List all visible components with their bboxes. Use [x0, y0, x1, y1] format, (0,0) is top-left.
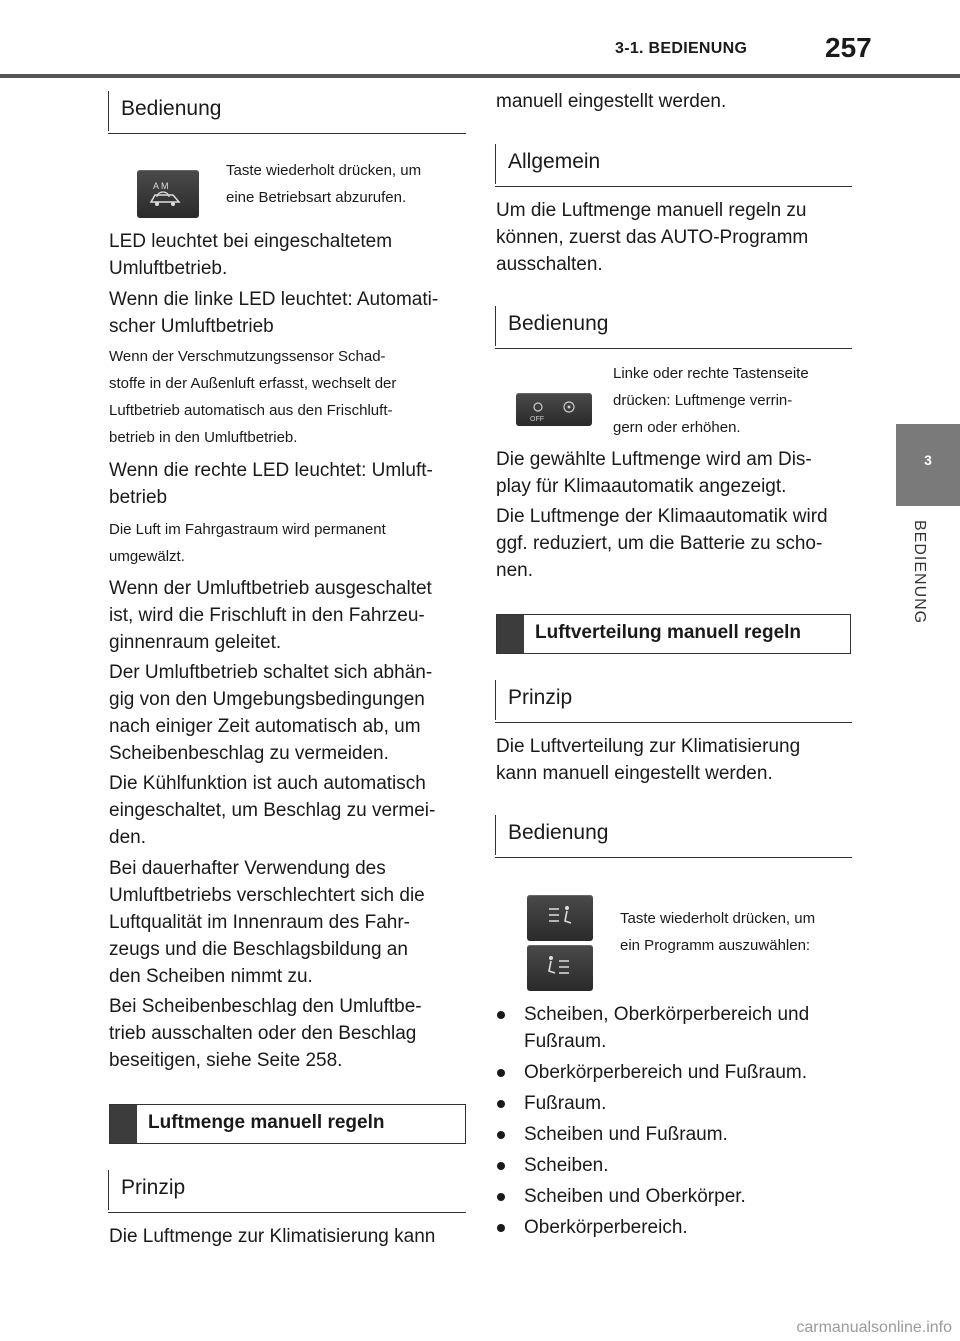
para-air-quality: Bei dauerhafter Verwendung des Umluftbetriebs verschlechtert sich die Luftqualität im Innenraum des Fahr- zeugs und die Beschlagsbildung an den Scheiben nimmt zu.: [109, 858, 425, 987]
heading-prinzip-2: Prinzip: [495, 680, 848, 720]
button-label: A M: [153, 181, 169, 191]
section-heading-luftmenge: Luftmenge manuell regeln: [109, 1104, 466, 1144]
bullet-icon: [497, 1100, 505, 1108]
para-off: Wenn der Umluftbetrieb ausgeschaltet ist, wird die Frischluft in den Fahrzeu- ginnenraum geleitet.: [109, 578, 432, 653]
para-led: LED leuchtet bei eingeschaltetem Umluftbetrieb.: [109, 231, 393, 279]
list-item: Oberkörperbereich und Fußraum.: [497, 1059, 857, 1086]
para-auto-off: Der Umluftbetrieb schaltet sich abhän- gig von den Umgebungsbedingungen nach einiger Zeit automatisch ab, um Scheibenbeschlag zu vermeiden.: [109, 662, 433, 764]
bullet-icon: [497, 1069, 505, 1077]
recirculation-car-icon: [137, 170, 199, 218]
list-item: Fußraum.: [497, 1090, 857, 1117]
airflow-footwell-button: [527, 945, 593, 991]
airflow-windscreen-button: [527, 895, 593, 941]
heading-rule: [108, 1212, 466, 1213]
caption-3: Taste wiederholt drücken, um ein Programm auszuwählen:: [620, 910, 816, 954]
para-fogging: Bei Scheibenbeschlag den Umluftbe- trieb ausschalten oder den Beschlag beseitigen, siehe Seite 258.: [109, 996, 422, 1071]
caption-1: Taste wiederholt drücken, um eine Betriebsart abzurufen.: [226, 162, 422, 206]
heading-rule: [495, 186, 852, 187]
heading-prinzip-1: Prinzip: [108, 1170, 461, 1210]
heading-rule: [495, 857, 852, 858]
heading-allgemein: Allgemein: [495, 144, 848, 184]
section-heading-luftverteilung: Luftverteilung manuell regeln: [496, 614, 851, 654]
caption-2: Linke oder rechte Tastenseite drücken: Luftmenge verrin- gern oder erhöhen.: [613, 365, 809, 436]
heading-rule: [495, 722, 852, 723]
bullet-icon: [497, 1162, 505, 1170]
para-cooling: Die Kühlfunktion ist auch automatisch eingeschaltet, um Beschlag zu vermei- den.: [109, 773, 436, 848]
chapter-label: [904, 520, 928, 660]
heading-rule: [495, 348, 852, 349]
bullet-icon: [497, 1224, 505, 1232]
windscreen-airflow-icon: [527, 895, 593, 941]
footwell-airflow-icon: [527, 945, 593, 991]
chapter-label-text: BEDIENUNG: [911, 520, 928, 625]
heading-bedienung-3: Bedienung: [495, 815, 848, 855]
watermark: carmanualsonline.info: [796, 1319, 952, 1336]
para-display: Die gewählte Luftmenge wird am Dis- play für Klimaautomatik angezeigt.: [496, 449, 812, 497]
list-item: Scheiben und Oberkörper.: [497, 1183, 857, 1210]
page-number: 257: [825, 32, 872, 63]
bullet-icon: [497, 1011, 505, 1019]
header-rule: [0, 74, 960, 78]
para-luftmenge: Die Luftmenge zur Klimatisierung kann: [109, 1226, 436, 1247]
list-item: Scheiben und Fußraum.: [497, 1121, 857, 1148]
para-luftverteilung: Die Luftverteilung zur Klimatisierung kann manuell eingestellt werden.: [496, 736, 801, 784]
heading-bedienung-1: Bedienung: [108, 91, 461, 131]
heading-bedienung-2: Bedienung: [495, 306, 848, 346]
note-recirculated: Die Luft im Fahrgastraum wird permanent umgewälzt.: [109, 521, 386, 565]
airflow-button: [516, 393, 592, 426]
bullet-icon: [497, 1131, 505, 1139]
para-auto-program: Um die Luftmenge manuell regeln zu können, zuerst das AUTO-Programm ausschalten.: [496, 200, 809, 275]
list-item: Scheiben.: [497, 1152, 857, 1179]
para-battery: Die Luftmenge der Klimaautomatik wird ggf. reduziert, um die Batterie zu scho- nen.: [496, 506, 828, 581]
recirculation-button: [137, 170, 199, 218]
heading-rule: [108, 133, 466, 134]
fan-icon: [516, 393, 592, 426]
para-manuell: manuell eingestellt werden.: [496, 91, 727, 112]
bullet-icon: [497, 1193, 505, 1201]
para-left-led: Wenn die linke LED leuchtet: Automati- scher Umluftbetrieb: [109, 289, 439, 337]
para-right-led: Wenn die rechte LED leuchtet: Umluft- betrieb: [109, 460, 433, 508]
list-item: Oberkörperbereich.: [497, 1214, 857, 1241]
note-pollution-sensor: Wenn der Verschmutzungssensor Schad- stoffe in der Außenluft erfasst, wechselt der Luftbetrieb automatisch aus den Frischluft- betrieb in den Umluftbetrieb.: [109, 348, 397, 446]
chapter-number: 3: [924, 452, 932, 468]
section-title: 3-1. BEDIENUNG: [615, 40, 748, 57]
list-item: Scheiben, Oberkörperbereich und Fußraum.: [497, 1001, 857, 1055]
button-label: OFF: [530, 416, 544, 423]
